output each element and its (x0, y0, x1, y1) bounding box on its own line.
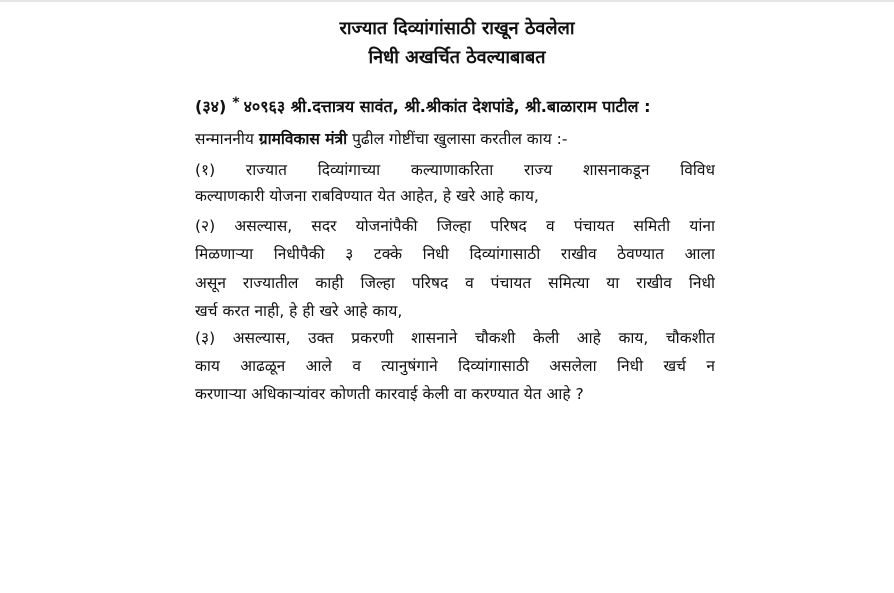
body-line-3: (२) असल्यास, सदर योजनांपैकी जिल्हा परिषद व पंचायत समिती यांना (195, 217, 715, 235)
title-line-1: राज्यात दिव्यांगांसाठी राखून ठेवलेला (339, 18, 575, 39)
question-intro (195, 126, 715, 152)
body-line-1: (१) राज्यात दिव्यांगाच्या कल्याणाकरिता राज्य शासनाकडून विविध (195, 161, 715, 179)
intro-prefix: सन्माननीय (195, 130, 254, 148)
body-line-2: कल्याणकारी योजना राबविण्यात येत आहेत, हे खरे आहे काय, (195, 187, 539, 205)
title-line-2: निधी अखर्चित ठेवल्याबाबत (368, 47, 546, 68)
question-heading (195, 94, 715, 121)
body-line-5: असून राज्यातील काही जिल्हा परिषद व पंचायत समित्या या राखीव निधी (195, 274, 715, 292)
body-line-4: मिळणाऱ्या निधीपैकी ३ टक्के निधी दिव्यांगासाठी राखीव ठेवण्यात आला (195, 245, 715, 263)
question-members: ४०९६३ श्री.दत्तात्रय सावंत, श्री.श्रीकांत देशपांडे, श्री.बाळाराम पाटील : (243, 97, 651, 116)
minister-name: ग्रामविकास मंत्री (258, 130, 348, 148)
intro-suffix: पुढील गोष्टींचा खुलासा करतील काय :- (352, 130, 568, 148)
body-line-6: खर्च करत नाही, हे ही खरे आहे काय, (195, 302, 403, 320)
body-line-9: करणाऱ्या अधिकाऱ्यांवर कोणती कारवाई केली वा करण्यात येत आहे ? (195, 385, 584, 403)
top-divider (0, 0, 894, 2)
body-line-8: काय आढळून आले व त्यानुषंगाने दिव्यांगासाठी असलेला निधी खर्च न (195, 357, 715, 375)
body-line-7: (३) असल्यास, उक्त प्रकरणी शासनाने चौकशी केली आहे काय, चौकशीत (195, 329, 715, 347)
question-number: (३४) (195, 97, 227, 116)
starred-marker: * (232, 95, 240, 111)
